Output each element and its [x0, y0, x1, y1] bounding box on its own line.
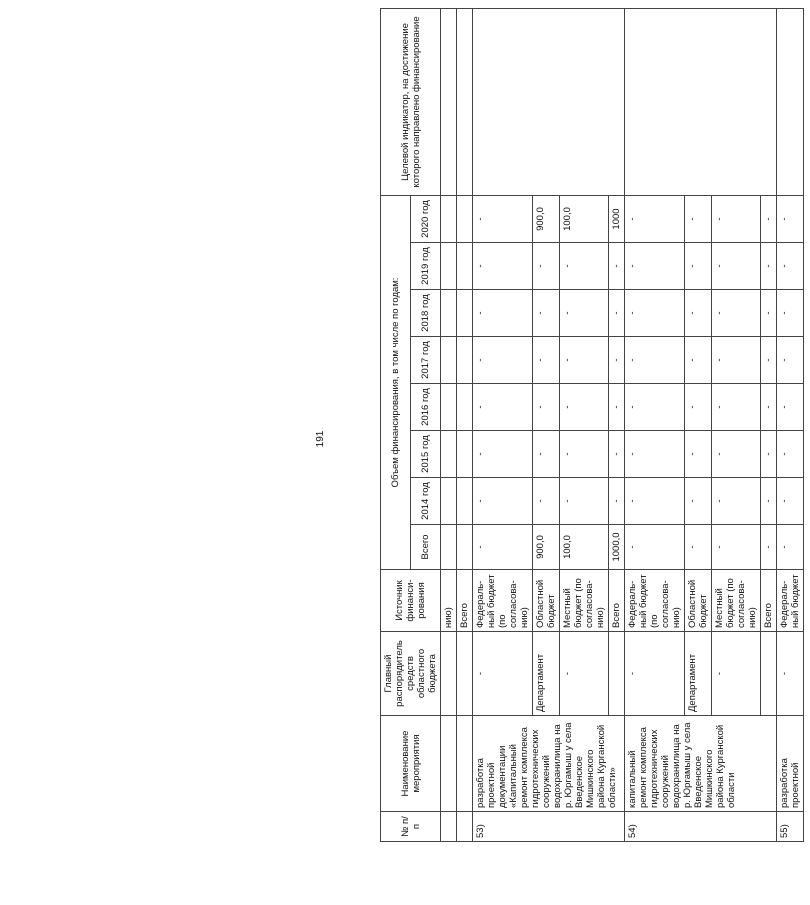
- source-cell: Всего: [457, 570, 473, 632]
- header-source: Источник финанси-рования: [381, 570, 441, 632]
- year-value-cell: -: [777, 337, 804, 384]
- year-value-cell: -: [473, 290, 533, 337]
- year-value-cell: -: [777, 290, 804, 337]
- table-row: [441, 8, 457, 841]
- year-value-cell: -: [685, 384, 712, 431]
- value-cell: [457, 478, 473, 525]
- num-cell: 53): [473, 812, 625, 842]
- total-cell: -: [777, 525, 804, 570]
- value-cell: [441, 337, 457, 384]
- header-num: № п/п: [381, 812, 441, 842]
- header-year: 2015 год: [411, 431, 441, 478]
- value-cell: [457, 337, 473, 384]
- name-cell: [441, 716, 457, 812]
- year-value-cell: -: [777, 195, 804, 242]
- year-value-cell: -: [685, 290, 712, 337]
- distributor-cell: -: [473, 632, 533, 716]
- year-value-cell: -: [533, 431, 560, 478]
- source-cell: Федераль-ный бюджет (по согласова-нию): [473, 570, 533, 632]
- total-cell: 900,0: [533, 525, 560, 570]
- year-value-cell: -: [625, 431, 685, 478]
- header-indicator: Целевой индикатор, на достижение которого направлено финансирование: [381, 8, 441, 195]
- source-cell: Областной бюджет: [685, 570, 712, 632]
- distributor-cell: -: [712, 632, 761, 716]
- year-value-cell: -: [533, 478, 560, 525]
- num-cell: [457, 812, 473, 842]
- source-cell: Местный бюджет (по согласова-нию): [712, 570, 761, 632]
- year-value-cell: -: [609, 290, 625, 337]
- distributor-cell: [761, 632, 777, 716]
- header-year: 2014 год: [411, 478, 441, 525]
- year-value-cell: -: [777, 243, 804, 290]
- header-year: 2017 год: [411, 337, 441, 384]
- year-value-cell: -: [712, 431, 761, 478]
- year-value-cell: -: [625, 195, 685, 242]
- year-value-cell: -: [685, 337, 712, 384]
- table-row: [625, 8, 685, 841]
- year-value-cell: -: [533, 243, 560, 290]
- year-value-cell: -: [712, 337, 761, 384]
- header-year: 2019 год: [411, 243, 441, 290]
- year-value-cell: -: [473, 478, 533, 525]
- indicator-cell: [441, 8, 457, 195]
- year-value-cell: -: [533, 337, 560, 384]
- year-value-cell: -: [560, 478, 609, 525]
- table-row: [473, 8, 533, 841]
- header-total: Всего: [411, 525, 441, 570]
- year-value-cell: -: [777, 478, 804, 525]
- table-row: [457, 8, 473, 841]
- year-value-cell: -: [761, 243, 777, 290]
- total-cell: -: [625, 525, 685, 570]
- header-year: 2020 год: [411, 195, 441, 242]
- year-value-cell: -: [761, 384, 777, 431]
- rotated-sheet: [380, 16, 810, 842]
- total-cell: -: [685, 525, 712, 570]
- source-cell: Местный бюджет (по согласова-нию): [560, 570, 609, 632]
- year-value-cell: 100,0: [560, 195, 609, 242]
- total-cell: 1000,0: [609, 525, 625, 570]
- year-value-cell: -: [473, 195, 533, 242]
- year-value-cell: -: [685, 195, 712, 242]
- total-cell: -: [712, 525, 761, 570]
- name-cell: разработка проектной документации «Капитальный ремонт комплекса гидротехнических сооружений водохранилища на р. Юргамыш у села Введенское Мишкинского района Курганской области»: [473, 716, 625, 812]
- year-value-cell: -: [473, 384, 533, 431]
- value-cell: [441, 525, 457, 570]
- financing-table: [380, 8, 804, 842]
- year-value-cell: -: [761, 431, 777, 478]
- source-cell: нию): [441, 570, 457, 632]
- distributor-cell: [609, 632, 625, 716]
- distributor-cell: -: [560, 632, 609, 716]
- header-funding: Объем финансирования, в том числе по годам:: [381, 195, 411, 569]
- year-value-cell: -: [560, 243, 609, 290]
- year-value-cell: -: [625, 384, 685, 431]
- year-value-cell: -: [712, 243, 761, 290]
- table-row: [777, 8, 804, 841]
- year-value-cell: -: [560, 290, 609, 337]
- year-value-cell: -: [625, 243, 685, 290]
- value-cell: [441, 431, 457, 478]
- value-cell: [441, 195, 457, 242]
- year-value-cell: -: [473, 337, 533, 384]
- total-cell: -: [761, 525, 777, 570]
- num-cell: 55): [777, 812, 804, 842]
- total-cell: 100,0: [560, 525, 609, 570]
- source-cell: Всего: [761, 570, 777, 632]
- year-value-cell: -: [712, 290, 761, 337]
- year-value-cell: -: [761, 337, 777, 384]
- year-value-cell: -: [560, 431, 609, 478]
- value-cell: [457, 431, 473, 478]
- value-cell: [441, 478, 457, 525]
- year-value-cell: -: [533, 290, 560, 337]
- table-body: [441, 8, 804, 841]
- year-value-cell: -: [609, 431, 625, 478]
- year-value-cell: -: [712, 195, 761, 242]
- header-name: Наименование мероприятия: [381, 716, 441, 812]
- year-value-cell: -: [685, 478, 712, 525]
- table-header: [381, 8, 441, 841]
- indicator-cell: [473, 8, 625, 195]
- header-year: 2016 год: [411, 384, 441, 431]
- year-value-cell: -: [473, 243, 533, 290]
- year-value-cell: -: [609, 478, 625, 525]
- num-cell: 54): [625, 812, 777, 842]
- distributor-cell: [457, 632, 473, 716]
- value-cell: [441, 384, 457, 431]
- total-cell: -: [473, 525, 533, 570]
- value-cell: [457, 195, 473, 242]
- source-cell: Федераль-ный бюджет (по согласова-нию): [625, 570, 685, 632]
- year-value-cell: -: [625, 478, 685, 525]
- year-value-cell: -: [685, 431, 712, 478]
- year-value-cell: -: [625, 337, 685, 384]
- year-value-cell: -: [560, 384, 609, 431]
- source-cell: Областной бюджет: [533, 570, 560, 632]
- indicator-cell: [625, 8, 777, 195]
- name-cell: разработка проектной: [777, 716, 804, 812]
- year-value-cell: 1000: [609, 195, 625, 242]
- year-value-cell: 900,0: [533, 195, 560, 242]
- indicator-cell: [457, 8, 473, 195]
- value-cell: [457, 384, 473, 431]
- distributor-cell: -: [625, 632, 685, 716]
- source-cell: Всего: [609, 570, 625, 632]
- year-value-cell: -: [777, 431, 804, 478]
- header-distributor: Главный распорядитель средств областного бюджета: [381, 632, 441, 716]
- distributor-cell: Департамент: [533, 632, 560, 716]
- year-value-cell: -: [761, 478, 777, 525]
- value-cell: [441, 243, 457, 290]
- source-cell: Федераль-ный бюджет: [777, 570, 804, 632]
- header-year: 2018 год: [411, 290, 441, 337]
- value-cell: [457, 525, 473, 570]
- distributor-cell: -: [777, 632, 804, 716]
- year-value-cell: -: [777, 384, 804, 431]
- year-value-cell: -: [473, 431, 533, 478]
- distributor-cell: [441, 632, 457, 716]
- distributor-cell: Департамент: [685, 632, 712, 716]
- name-cell: [457, 716, 473, 812]
- year-value-cell: -: [609, 243, 625, 290]
- value-cell: [441, 290, 457, 337]
- year-value-cell: -: [761, 290, 777, 337]
- year-value-cell: -: [685, 243, 712, 290]
- indicator-cell: [777, 8, 804, 195]
- year-value-cell: -: [560, 337, 609, 384]
- year-value-cell: -: [609, 337, 625, 384]
- name-cell: капитальный ремонт комплекса гидротехнических сооружений водохранилища на р. Юргамыш у села Введенское Мишкинского района Курганской области: [625, 716, 777, 812]
- year-value-cell: -: [625, 290, 685, 337]
- value-cell: [457, 290, 473, 337]
- year-value-cell: -: [712, 384, 761, 431]
- year-value-cell: -: [609, 384, 625, 431]
- value-cell: [457, 243, 473, 290]
- page-number: 191: [315, 430, 326, 448]
- num-cell: [441, 812, 457, 842]
- year-value-cell: -: [712, 478, 761, 525]
- year-value-cell: -: [533, 384, 560, 431]
- year-value-cell: -: [761, 195, 777, 242]
